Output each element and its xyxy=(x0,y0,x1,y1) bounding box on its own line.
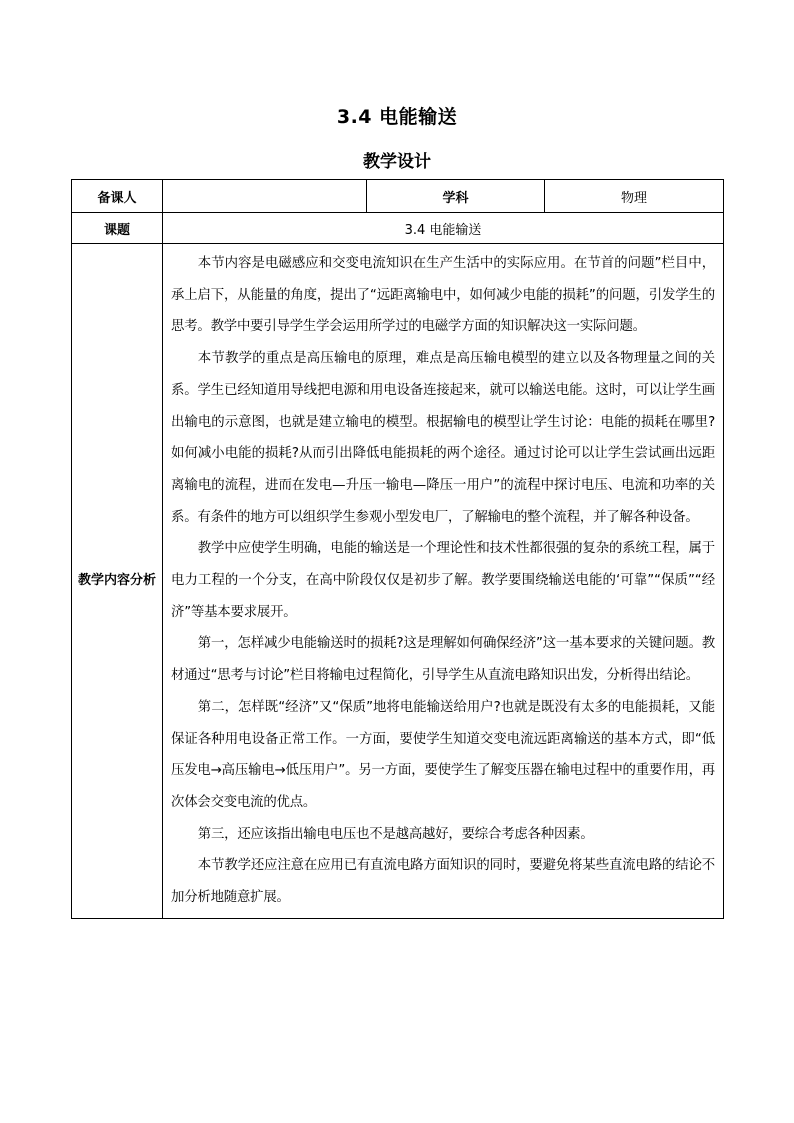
lesson-plan-table xyxy=(71,179,724,919)
analysis-paragraph: 本节教学还应注意在应用已有直流电路方面知识的同时，要避免将某些直流电路的结论不加分析地随意扩展。 xyxy=(171,858,715,906)
document-title: 3.4 电能输送 xyxy=(336,106,458,128)
analysis-paragraph: 本节教学的重点是高压输电的原理，难点是高压输电模型的建立以及各物理量之间的关系。学生已经知道用导线把电源和用电设备连接起来，就可以输送电能。这时，可以让学生画出输电的示意图，也就是建立输电的模型。根据输电的模型让学生讨论：电能的损耗在哪里?如何减小电能的损耗?从而引出降低电能损耗的两个途径。通过讨论可以让学生尝试画出远距离输电的流程，进而在发电—升压一输电—降压一用户”的流程中探讨电压、电流和功率的关系。有条件的地方可以组织学生参观小型发电厂，了解输电的整个流程，并了解各种设备。 xyxy=(171,351,715,525)
topic-row xyxy=(72,213,724,244)
analysis-paragraph: 第二，怎样既“经济”又“保质”地将电能输送给用户?也就是既没有太多的电能损耗，又能保证各种用电设备正常工作。一方面，要使学生知道交变电流远距离输送的基本方式，即“低压发电→高压输电→低压用户”。另一方面，要使学生了解变压器在输电过程中的重要作用，再次体会交变电流的优点。 xyxy=(171,699,715,810)
analysis-paragraph: 第一，怎样减少电能输送时的损耗?这是理解如何确保经济”这一基本要求的关键问题。教材通过“思考与讨论”栏目将输电过程简化，引导学生从直流电路知识出发，分析得出结论。 xyxy=(171,636,715,684)
analysis-content xyxy=(163,244,724,919)
topic-label: 课题 xyxy=(72,213,163,244)
analysis-row xyxy=(72,244,724,919)
subject-label: 学科 xyxy=(367,180,545,213)
analysis-label: 教学内容分析 xyxy=(72,244,163,919)
topic-value: 3.4 电能输送 xyxy=(163,213,724,244)
preparer-value xyxy=(163,180,367,213)
preparer-row xyxy=(72,180,724,213)
analysis-paragraph: 教学中应使学生明确，电能的输送是一个理论性和技术性都很强的复杂的系统工程，属于电力工程的一个分支，在高中阶段仅仅是初步了解。教学要围绕输送电能的‘可靠”“保质”“经济”等基本要求展开。 xyxy=(171,541,715,620)
preparer-label: 备课人 xyxy=(72,180,163,213)
subject-value: 物理 xyxy=(545,180,724,213)
analysis-paragraph: 本节内容是电磁感应和交变电流知识在生产生活中的实际应用。在节首的问题”栏目中，承上启下，从能量的角度，提出了“远距离输电中，如何减少电能的损耗”的问题，引发学生的思考。教学中要引导学生学会运用所学过的电磁学方面的知识解决这一实际问题。 xyxy=(171,256,715,335)
analysis-paragraph: 第三，还应该指出输电电压也不是越高越好，要综合考虑各种因素。 xyxy=(197,826,594,842)
document-subtitle: 教学设计 xyxy=(363,152,431,172)
